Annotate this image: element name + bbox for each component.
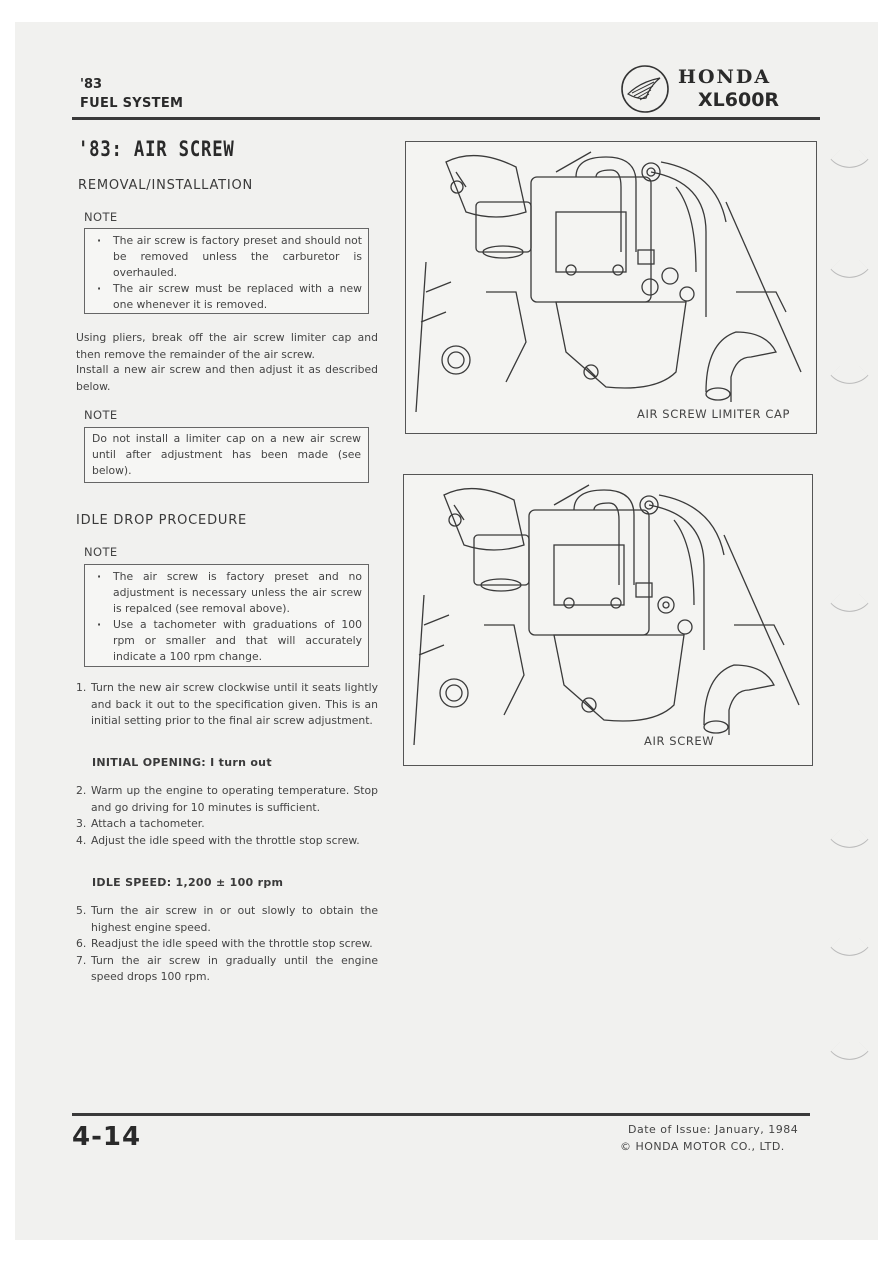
page-number: 4-14 (72, 1122, 142, 1152)
idle-note-label: NOTE (84, 545, 118, 559)
removal-paragraph-2: Install a new air screw and then adjust it as described below. (76, 363, 378, 393)
idle-note-box (84, 564, 369, 667)
idle-step-1 (76, 680, 378, 730)
header-section: FUEL SYSTEM (80, 96, 184, 111)
step-text: Warm up the engine to operating temperature. Stop and go driving for 10 minutes is sufficient. (91, 784, 378, 814)
honda-wing-logo (620, 64, 670, 114)
caption-air-screw: AIR SCREW (644, 734, 715, 748)
step-text: Turn the air screw in gradually until the engine speed drops 100 rpm. (91, 953, 378, 983)
figure-air-screw-limiter-cap (405, 141, 817, 434)
date-of-issue: Date of Issue: January, 1984 (628, 1123, 799, 1136)
removal-note2-box (84, 427, 369, 483)
step-number: 5. (76, 904, 87, 917)
step-number: 7. (76, 953, 87, 967)
carburetor-illustration-2 (404, 475, 812, 765)
step-number: 3. (76, 817, 87, 830)
removal-note-item: · The air screw is factory preset and should not be removed unless the carburetor is overhauled. (97, 233, 362, 281)
carburetor-illustration (406, 142, 816, 433)
removal-note-item: · The air screw must be replaced with a new one whenever it is removed. (97, 281, 362, 313)
step-text: Adjust the idle speed with the throttle stop screw. (91, 833, 360, 847)
step-text: Readjust the idle speed with the throttle stop screw. (91, 937, 373, 950)
figure-air-screw (403, 474, 813, 766)
step-number: 6. (76, 937, 87, 950)
idle-steps-5-7 (76, 903, 378, 986)
step-text: Turn the new air screw clockwise until it seats lightly and back it out to the specification given. This is an initial setting prior to the final air screw adjustment. (91, 681, 378, 727)
removal-paragraph-1: Using pliers, break off the air screw limiter cap and then remove the remainder of the air screw. (76, 331, 378, 361)
brand-name: HONDA (678, 66, 772, 88)
header-rule (72, 117, 820, 120)
step-text: Attach a tachometer. (91, 817, 205, 830)
step-text: Turn the air screw in or out slowly to obtain the highest engine speed. (91, 904, 378, 934)
page-title: '83: AIR SCREW (78, 137, 235, 161)
removal-note-label: NOTE (84, 210, 118, 224)
removal-heading: REMOVAL/INSTALLATION (78, 178, 254, 193)
idle-steps-2-4 (76, 783, 378, 849)
removal-note2-label: NOTE (84, 408, 118, 422)
step-number: 1. (76, 681, 87, 694)
model-name: XL600R (698, 89, 780, 111)
header-year: '83 (80, 77, 103, 92)
idle-heading: IDLE DROP PROCEDURE (76, 513, 248, 528)
step-number: 4. (76, 833, 87, 847)
caption-limiter-cap: AIR SCREW LIMITER CAP (637, 407, 790, 421)
idle-note-item: · The air screw is factory preset and no adjustment is necessary unless the air screw is repalced (see removal above). (97, 569, 362, 617)
removal-note2-text: Do not install a limiter cap on a new air screw until after adjustment has been made (see below). (92, 432, 361, 477)
initial-opening-spec: INITIAL OPENING: I turn out (92, 756, 272, 769)
footer-rule (72, 1113, 810, 1116)
idle-speed-spec: IDLE SPEED: 1,200 ± 100 rpm (92, 876, 284, 889)
removal-note-box (84, 228, 369, 314)
idle-note-item: · Use a tachometer with graduations of 100 rpm or smaller and that will accurately indicate a 100 rpm change. (97, 617, 362, 665)
step-number: 2. (76, 784, 87, 797)
copyright: © HONDA MOTOR CO., LTD. (620, 1140, 785, 1153)
